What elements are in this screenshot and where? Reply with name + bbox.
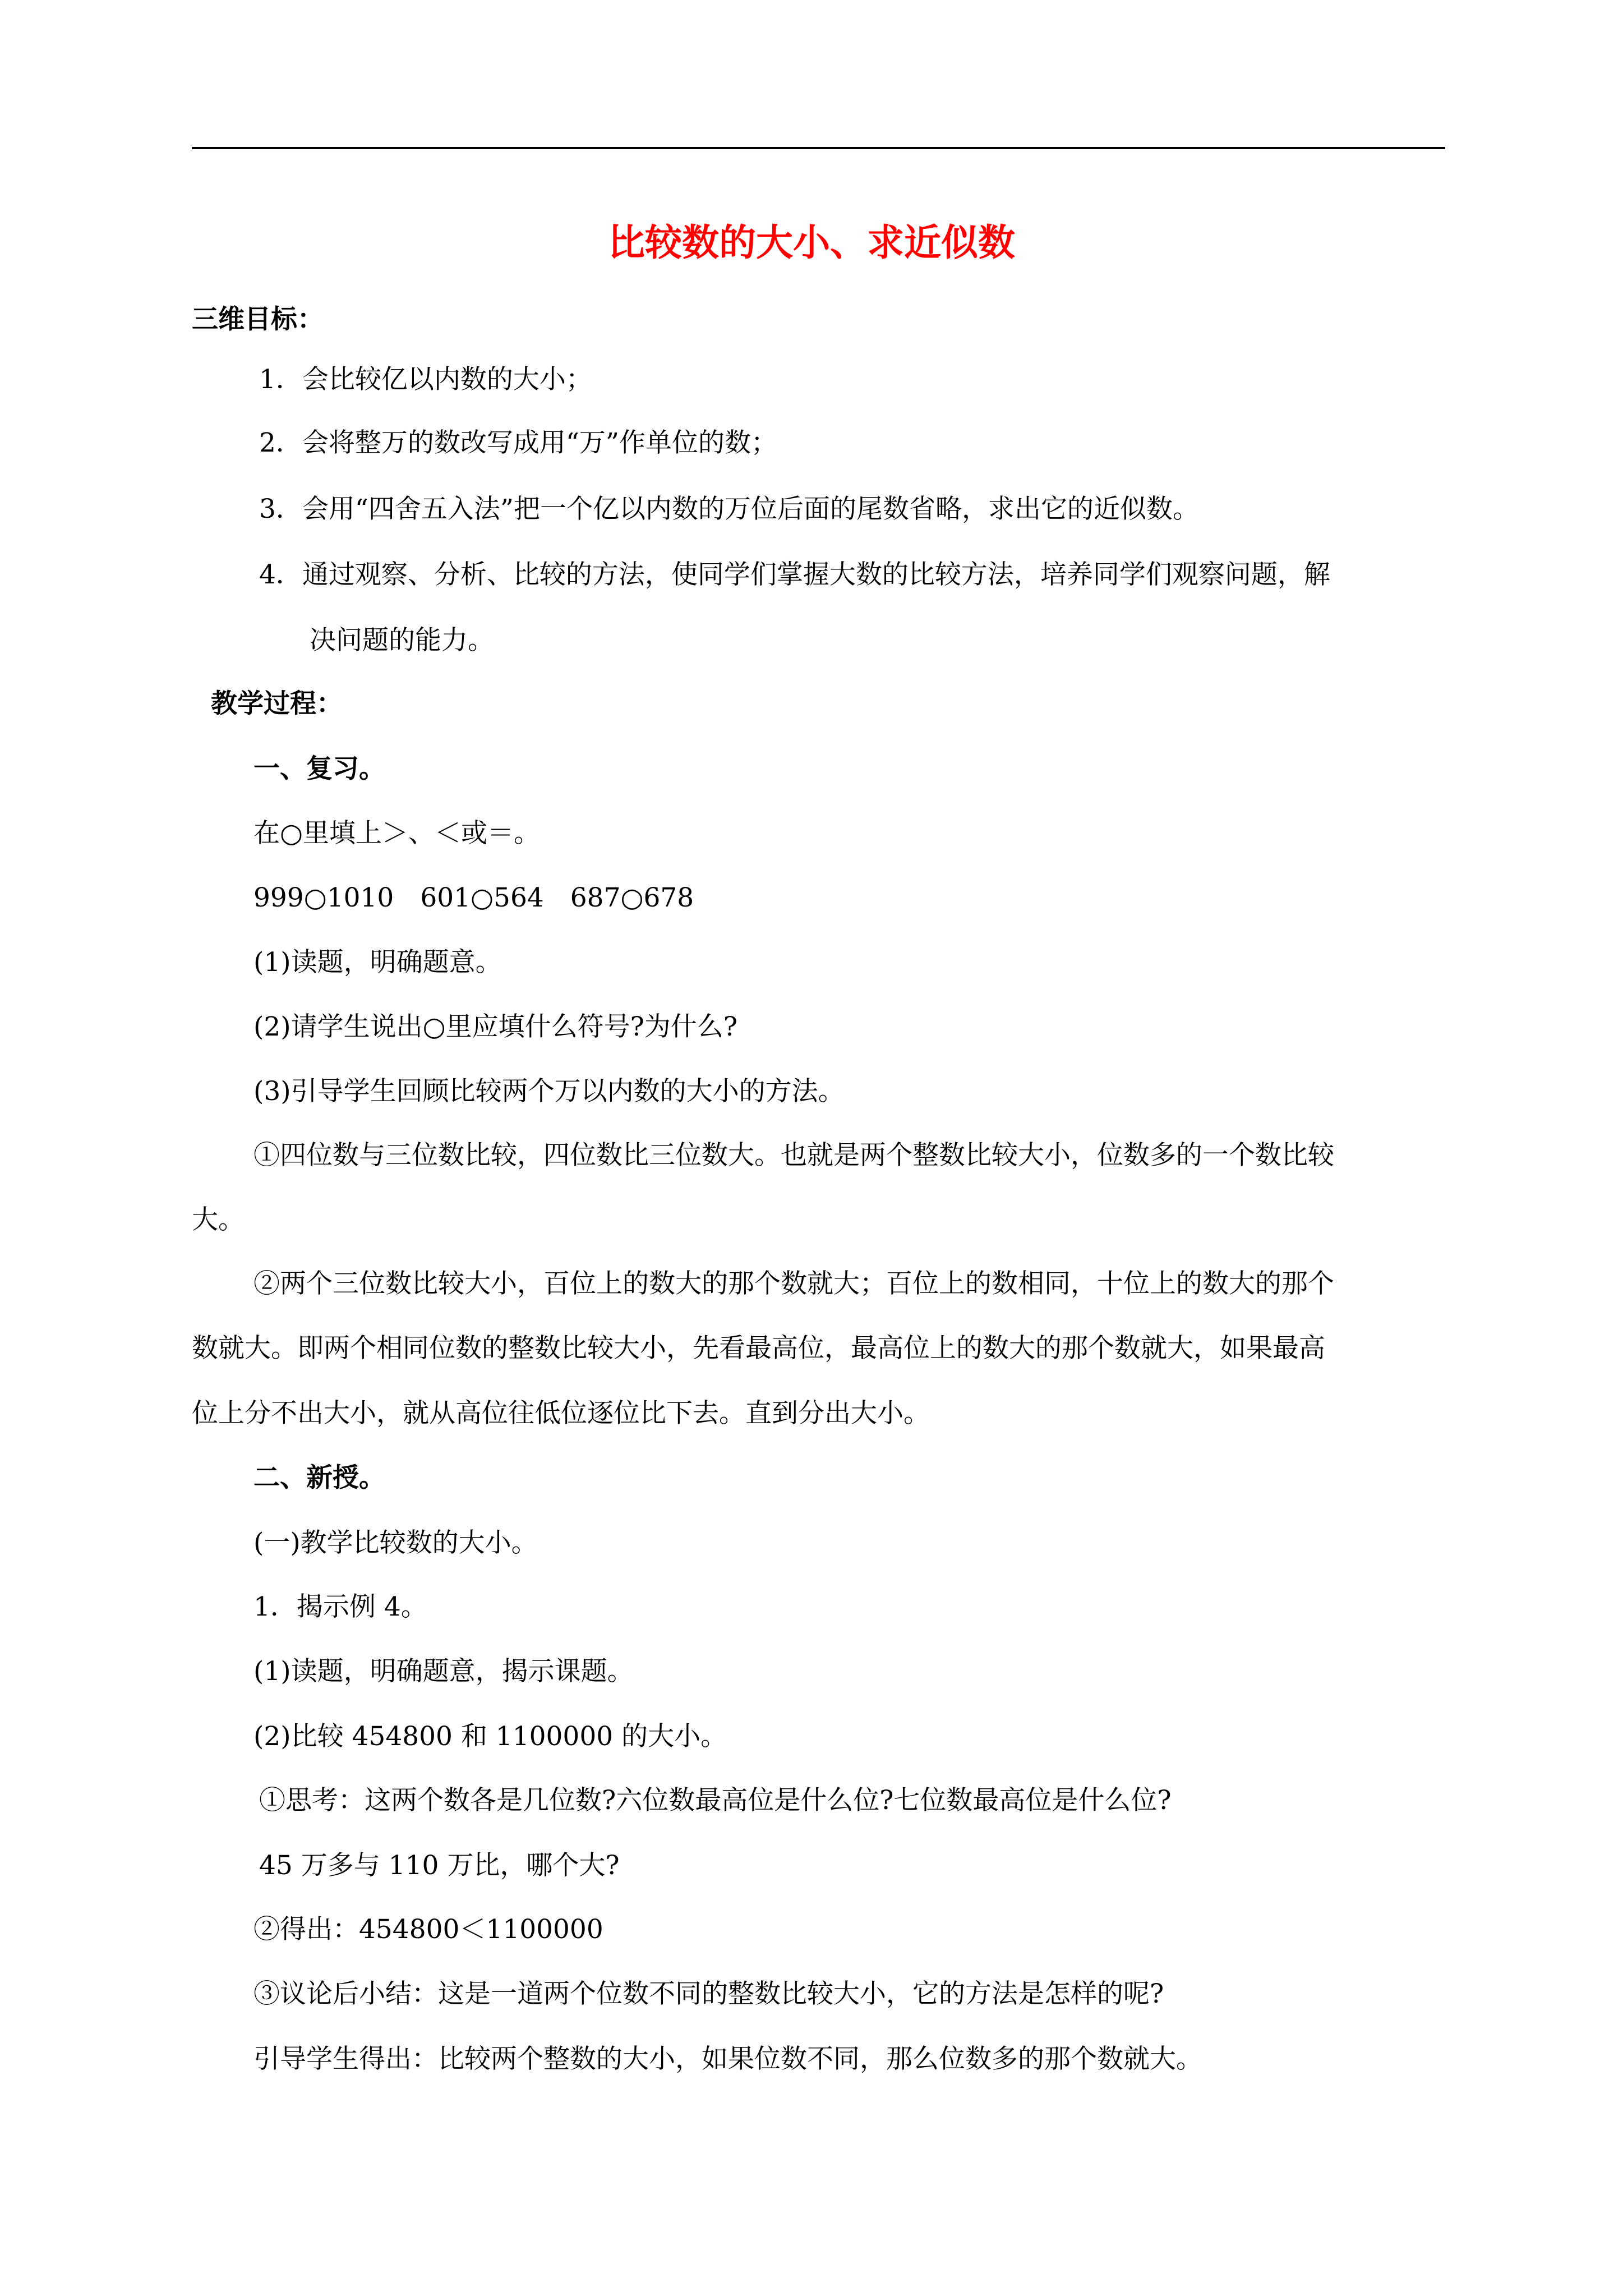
- review-line: 999○1010 601○564 687○678: [253, 882, 694, 913]
- review-line-continuation: 位上分不出大小，就从高位往低位逐位比下去。直到分出大小。: [192, 1398, 930, 1429]
- new-lesson-line: (1)读题，明确题意，揭示课题。: [253, 1656, 634, 1687]
- review-line: (1)读题，明确题意。: [253, 947, 502, 978]
- review-line: ②两个三位数比较大小，百位上的数大的那个数就大；百位上的数相同，十位上的数大的那个: [253, 1268, 1334, 1299]
- new-lesson-line: 1．揭示例 4。: [253, 1591, 427, 1622]
- new-lesson-heading: 二、新授。: [253, 1462, 385, 1493]
- new-lesson-line: 引导学生得出：比较两个整数的大小，如果位数不同，那么位数多的那个数就大。: [253, 2044, 1202, 2074]
- process-heading: 教学过程：: [211, 688, 343, 719]
- objective-item: 2．会将整万的数改写成用“万”作单位的数；: [259, 427, 777, 458]
- new-lesson-line: (一)教学比较数的大小。: [253, 1527, 538, 1558]
- objective-item: 1．会比较亿以内数的大小；: [259, 364, 592, 395]
- new-lesson-line: ③议论后小结：这是一道两个位数不同的整数比较大小，它的方法是怎样的呢?: [253, 1978, 1164, 2009]
- new-lesson-line: ①思考：这两个数各是几位数?六位数最高位是什么位?七位数最高位是什么位?: [259, 1785, 1172, 1816]
- new-lesson-line: 45 万多与 110 万比，哪个大?: [259, 1850, 620, 1881]
- objective-item-continuation: 决问题的能力。: [310, 625, 494, 656]
- review-line-continuation: 数就大。即两个相同位数的整数比较大小，先看最高位，最高位上的数大的那个数就大，如果最高: [192, 1333, 1325, 1364]
- objectives-heading: 三维目标：: [192, 304, 324, 335]
- header-rule: [192, 147, 1445, 149]
- review-line: 在○里填上＞、＜或＝。: [253, 818, 541, 849]
- new-lesson-line: ②得出：454800＜1100000: [253, 1914, 603, 1945]
- new-lesson-line: (2)比较 454800 和 1100000 的大小。: [253, 1721, 727, 1752]
- review-heading: 一、复习。: [253, 753, 385, 784]
- objective-item: 4．通过观察、分析、比较的方法，使同学们掌握大数的比较方法，培养同学们观察问题，解: [259, 559, 1330, 590]
- objective-item: 3．会用“四舍五入法”把一个亿以内数的万位后面的尾数省略，求出它的近似数。: [259, 494, 1199, 524]
- review-line: ①四位数与三位数比较，四位数比三位数大。也就是两个整数比较大小，位数多的一个数比较: [253, 1140, 1334, 1171]
- review-line: (2)请学生说出○里应填什么符号?为什么?: [253, 1011, 737, 1042]
- review-line-continuation: 大。: [192, 1204, 245, 1235]
- review-line: (3)引导学生回顾比较两个万以内数的大小的方法。: [253, 1076, 845, 1107]
- document-title: 比较数的大小、求近似数: [608, 220, 1015, 264]
